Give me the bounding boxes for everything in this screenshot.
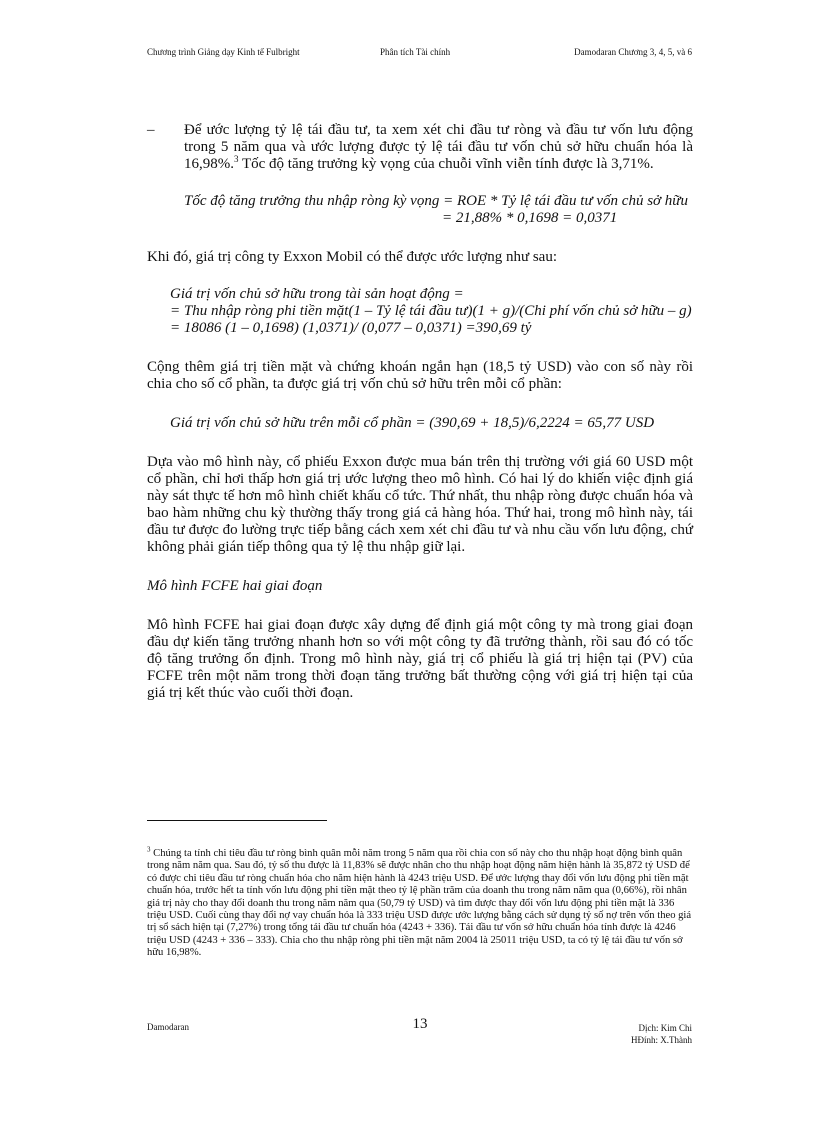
value-intro-paragraph: Khi đó, giá trị công ty Exxon Mobil có thể được ước lượng như sau: (147, 249, 558, 265)
cash-paragraph: Cộng thêm giá trị tiền mặt và chứng khoán ngắn hạn (18,5 tỷ USD) vào con số này rồi chia cho số cổ phần, ta được giá trị vốn chủ sở hữu trên mỗi cổ phần: (147, 359, 693, 392)
page-number: 13 (412, 1016, 428, 1032)
section-heading: Mô hình FCFE hai giai đoạn (147, 578, 323, 594)
bullet-dash: – (147, 122, 155, 138)
per-share-formula: Giá trị vốn chủ sở hữu trên mỗi cổ phần = (390,69 + 18,5)/6,2224 = 65,77 USD (170, 415, 655, 431)
footer-right (631, 1022, 692, 1046)
equity-formula-line1: Giá trị vốn chủ sở hữu trong tài sản hoạt động = (170, 286, 464, 302)
bullet-text-1: Để ước lượng tỷ lệ tái đầu tư, ta xem xét chi đầu tư ròng và đầu tư vốn lưu động trong 5 năm qua và ước lượng được tỷ lệ tái đầu tư vốn chủ sở hữu chuẩn hóa là 16,98%. (184, 122, 693, 172)
equity-formula-line2: = Thu nhập ròng phi tiền mặt(1 – Tỷ lệ tái đầu tư)(1 + g)/(Chi phí vốn chủ sở hữu – g) (170, 303, 692, 319)
footnote-ref[interactable]: 3 (234, 154, 239, 164)
page-body (147, 122, 693, 702)
footer-translator: Dịch: Kim Chi (638, 1023, 692, 1033)
footnote-separator (147, 820, 327, 821)
growth-formula-line1: Tốc độ tăng trưởng thu nhập ròng kỳ vọng = ROE * Tỷ lệ tái đầu tư vốn chủ sở hữu (184, 193, 688, 209)
footnote (147, 845, 693, 960)
equity-formula (170, 286, 693, 337)
footer-left: Damodaran (147, 1022, 189, 1032)
header-left: Chương trình Giảng dạy Kinh tế Fulbright (147, 47, 300, 57)
market-paragraph: Dựa vào mô hình này, cổ phiếu Exxon được mua bán trên thị trường với giá 60 USD một cổ phần, chỉ hơi thấp hơn giá trị ước lượng theo mô hình. Có hai lý do khiến việc định giá này sát thực tế hơn mô hình chiết khấu cổ tức. Thứ nhất, thu nhập ròng được chuẩn hóa và bao hàm những chu kỳ thường thấy trong giá cả hàng hóa. Thứ hai, trong mô hình này, tái đầu tư được đo lường trực tiếp bằng cách xem xét chi đầu tư và nhu cầu vốn lưu động, chứ không phải gián tiếp thông qua tỷ lệ thu nhập giữ lại. (147, 454, 693, 555)
bullet-text-2: Tốc độ tăng trưởng kỳ vọng của chuỗi vĩnh viễn tính được là 3,71%. (238, 156, 654, 172)
bullet-item (147, 122, 693, 173)
growth-formula-line2: = 21,88% * 0,1698 = 0,0371 (442, 210, 618, 226)
footer-editor: HĐính: X.Thành (631, 1035, 692, 1045)
equity-formula-line3: = 18086 (1 – 0,1698) (1,0371)/ (0,077 – 0,0371) =390,69 tỷ (170, 320, 532, 336)
footnote-text: Chúng ta tính chi tiêu đầu tư ròng bình quân mỗi năm trong 5 năm qua rồi chia con số này cho thu nhập hoạt động bình quân trong năm năm qua. Sau đó, tỷ số thu được là 11,83% sẽ được nhân cho thu nhập hoạt động năm hiện hành là 35,872 tỷ USD để có được chi tiêu đầu tư ròng chuẩn hóa cho năm hiện hành là 4243 triệu USD. Để ước lượng thay đổi vốn lưu động phi tiền mặt chuẩn hóa, trước hết ta tính vốn lưu động phi tiền mặt theo tỷ lệ phần trăm của doanh thu trong năm năm qua (0,66%), rồi nhân giá trị này cho thay đổi doanh thu trong năm năm qua (50,79 tỷ USD) và tìm được thay đổi vốn lưu động phi tiền mặt là 336 triệu USD. Cuối cùng thay đổi nợ vay chuẩn hóa là 333 triệu USD được ước lượng bằng cách sử dụng tỷ số nợ trên vốn theo giá trị sổ sách hiện tại (7,27%) trong tổng tái đầu tư chuẩn hóa (4243 + 336). Tái đầu tư vốn sở hữu chuẩn hóa tính được là 4246 triệu USD (4243 + 336 – 333). Chia cho thu nhập ròng phi tiền mặt năm 2004 là 25011 triệu USD, ta có tỷ lệ tái đầu tư vốn sở hữu 16,98%. (147, 848, 692, 959)
footnote-number: 3 (147, 845, 151, 854)
fcfe-paragraph: Mô hình FCFE hai giai đoạn được xây dựng để định giá một công ty mà trong giai đoạn đầu dự kiến tăng trưởng nhanh hơn so với một công ty đã trưởng thành, rồi sau đó có tốc độ tăng trưởng ổn định. Trong mô hình này, giá trị cổ phiếu là giá trị hiện tại (PV) của FCFE trên một năm trong thời đoạn tăng trưởng bất thường cộng với giá trị hiện tại của giá trị kết thúc vào cuối thời đoạn. (147, 617, 693, 701)
header-center: Phân tích Tài chính (380, 47, 451, 57)
header-right: Damodaran Chương 3, 4, 5, và 6 (574, 47, 692, 57)
